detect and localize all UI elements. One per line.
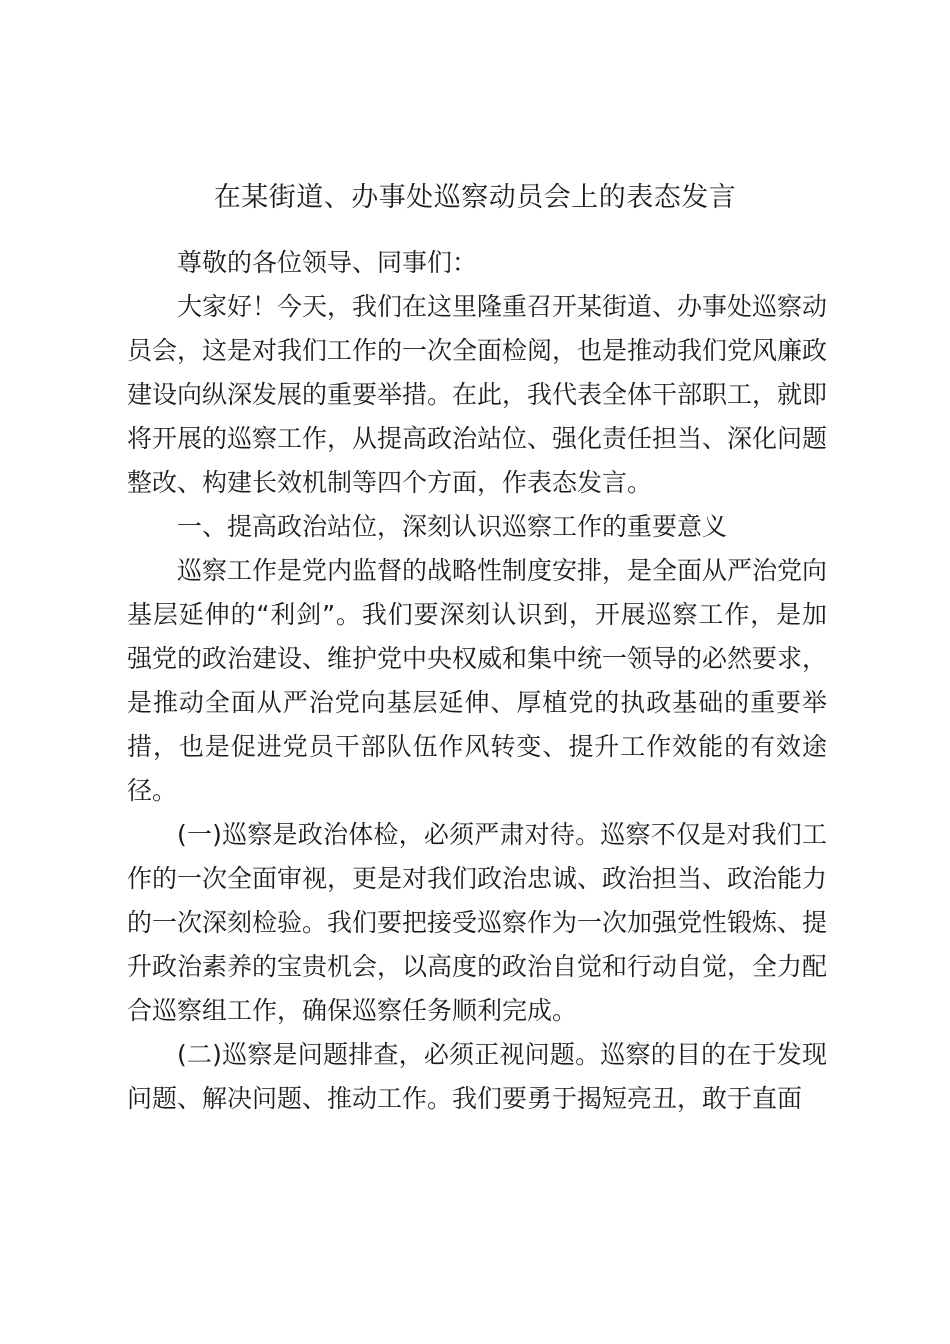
salutation-paragraph: 尊敬的各位领导、同事们： bbox=[177, 248, 478, 277]
subsection-2-paragraph: (二)巡察是问题排查，必须正视问题。巡察的目的在于发现问题、解决问题、推动工作。我们要勇于揭短亮丑，敢于直面 bbox=[127, 1040, 827, 1113]
subsection-1-paragraph: (一)巡察是政治体检，必须严肃对待。巡察不仅是对我们工作的一次全面审视，更是对我们政治忠诚、政治担当、政治能力的一次深刻检验。我们要把接受巡察作为一次加强党性锻炼、提升政治素养的宝贵机会，以高度的政治自觉和行动自觉，全力配合巡察组工作，确保巡察任务顺利完成。 bbox=[127, 820, 828, 1025]
section-1-intro-paragraph: 巡察工作是党内监督的战略性制度安排，是全面从严治党向基层延伸的“利剑”。我们要深刻认识到，开展巡察工作，是加强党的政治建设、维护党中央权威和集中统一领导的必然要求，是推动全面从严治党向基层延伸、厚植党的执政基础的重要举措，也是促进党员干部队伍作风转变、提升工作效能的有效途径。 bbox=[127, 556, 828, 805]
document-body bbox=[127, 241, 827, 1121]
document-title: 在某街道、办事处巡察动员会上的表态发言 bbox=[213, 182, 737, 213]
opening-paragraph: 大家好！今天，我们在这里隆重召开某街道、办事处巡察动员会，这是对我们工作的一次全面检阅，也是推动我们党风廉政建设向纵深发展的重要举措。在此，我代表全体干部职工，就即将开展的巡察工作，从提高政治站位、强化责任担当、深化问题整改、构建长效机制等四个方面，作表态发言。 bbox=[127, 292, 828, 497]
section-heading-1: 一、提高政治站位，深刻认识巡察工作的重要意义 bbox=[177, 512, 728, 541]
